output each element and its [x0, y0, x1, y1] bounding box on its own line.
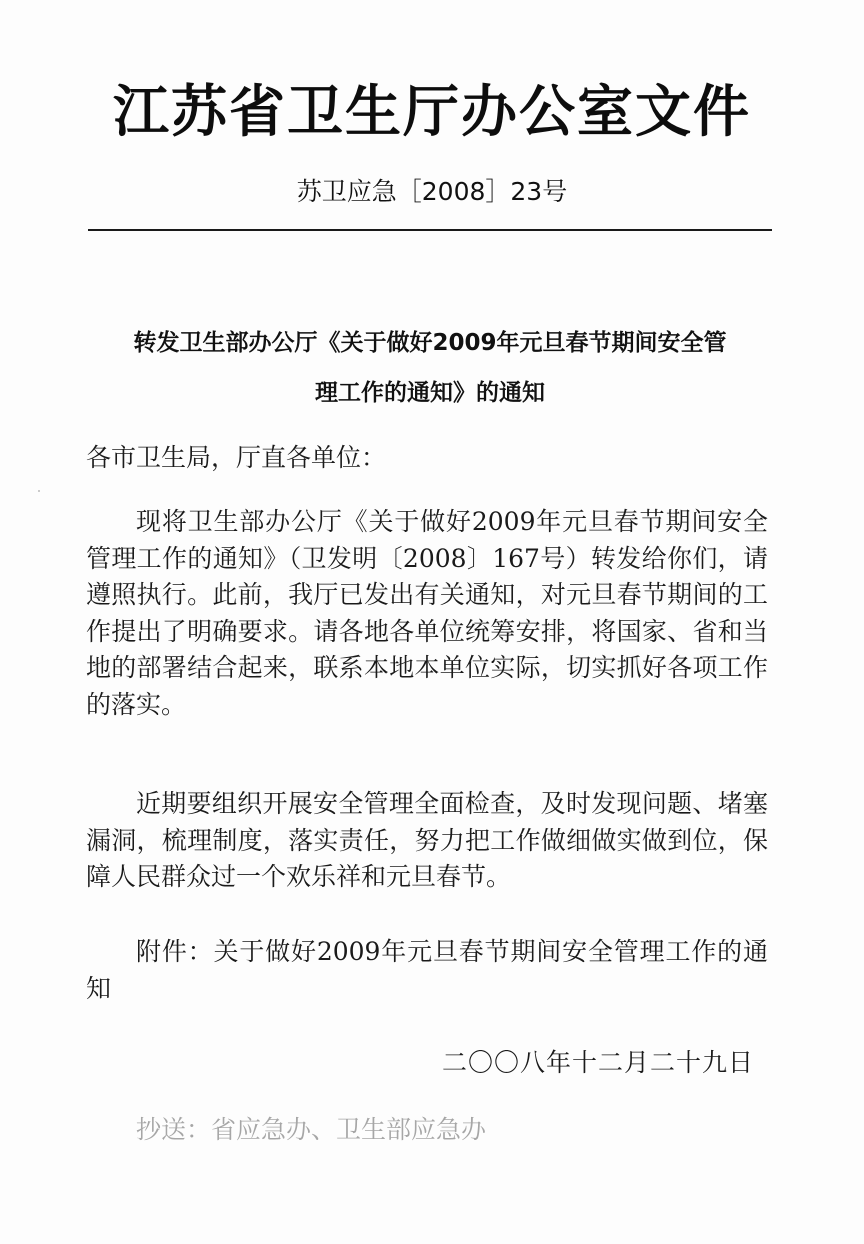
- document-title: [80, 318, 780, 418]
- document-header: 江苏省卫生厅办公室文件: [113, 80, 751, 145]
- scan-speck: [38, 490, 40, 492]
- salutation: 各市卫生局，厅直各单位：: [86, 443, 387, 472]
- document-title-line-1: 转发卫生部办公厅《关于做好2009年元旦春节期间安全管: [133, 330, 727, 356]
- attachment-note: 附件：关于做好2009年元旦春节期间安全管理工作的通知: [86, 937, 768, 1003]
- body-paragraph-1: 现将卫生部办公厅《关于做好2009年元旦春节期间安全管理工作的通知》（卫发明〔2008〕167号）转发给你们，请遵照执行。此前，我厅已发出有关通知，对元旦春节期间的工作提出了明确要求。请各地各单位统筹安排，将国家、省和当地的部署结合起来，联系本地本单位实际，切实抓好各项工作的落实。: [86, 507, 768, 719]
- document-title-line-2: 理工作的通知》的通知: [315, 380, 545, 406]
- document-number: 苏卫应急［2008］23号: [296, 177, 568, 206]
- cc-line: 抄送：省应急办、卫生部应急办: [136, 1115, 487, 1144]
- header-divider: [88, 229, 772, 231]
- body-paragraph-2: 近期要组织开展安全管理全面检查，及时发现问题、堵塞漏洞，梳理制度，落实责任，努力把工作做细做实做到位，保障人民群众过一个欢乐祥和元旦春节。: [86, 789, 768, 891]
- issue-date: 二〇〇八年十二月二十九日: [441, 1048, 754, 1077]
